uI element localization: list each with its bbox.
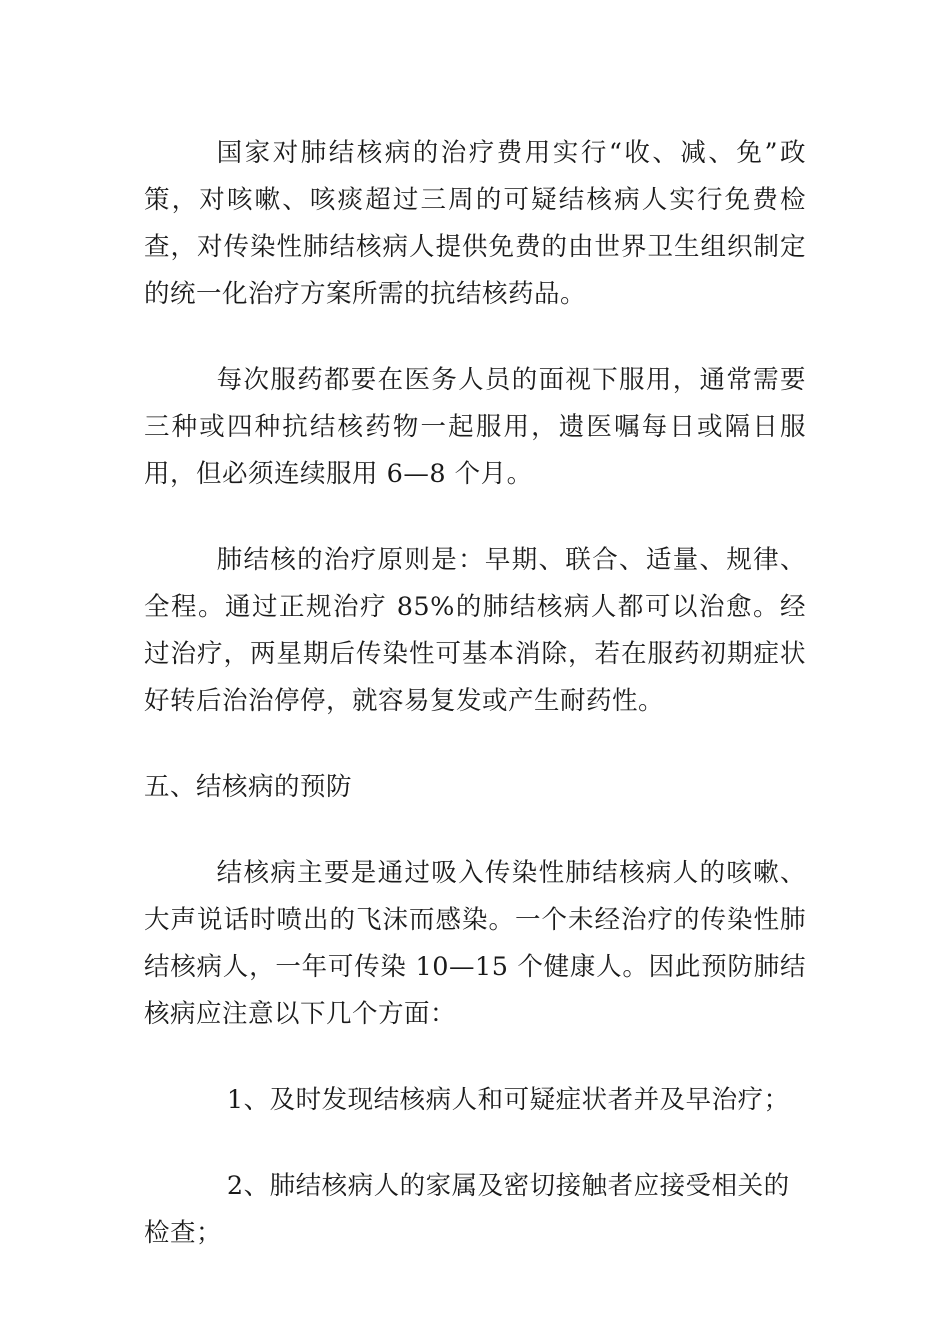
section-heading-prevention: 五、结核病的预防: [144, 772, 353, 802]
document-body: [144, 130, 806, 1296]
paragraph-treatment-policy: 国家对肺结核病的治疗费用实行“收、减、免”政策，对咳嗽、咳痰超过三周的可疑结核病人实行免费检查，对传染性肺结核病人提供免费的由世界卫生组织制定的统一化治疗方案所需的抗结核药品。: [144, 138, 806, 309]
list-item: 2、肺结核病人的家属及密切接触者应接受相关的检查；: [144, 1171, 790, 1248]
paragraph-medication: 每次服药都要在医务人员的面视下服用，通常需要三种或四种抗结核药物一起服用，遗医嘱每日或隔日服用，但必须连续服用 6—8 个月。: [144, 365, 806, 489]
list-item: 1、及时发现结核病人和可疑症状者并及早治疗；: [226, 1085, 790, 1115]
paragraph-treatment-principles: 肺结核的治疗原则是：早期、联合、适量、规律、全程。通过正规治疗 85%的肺结核病人都可以治愈。经过治疗，两星期后传染性可基本消除，若在服药初期症状好转后治治停停，就容易复发或产生耐药性。: [144, 545, 806, 716]
paragraph-prevention-intro: 结核病主要是通过吸入传染性肺结核病人的咳嗽、大声说话时喷出的飞沫而感染。一个未经治疗的传染性肺结核病人，一年可传染 10—15 个健康人。因此预防肺结核病应注意以下几个方面：: [144, 858, 806, 1029]
